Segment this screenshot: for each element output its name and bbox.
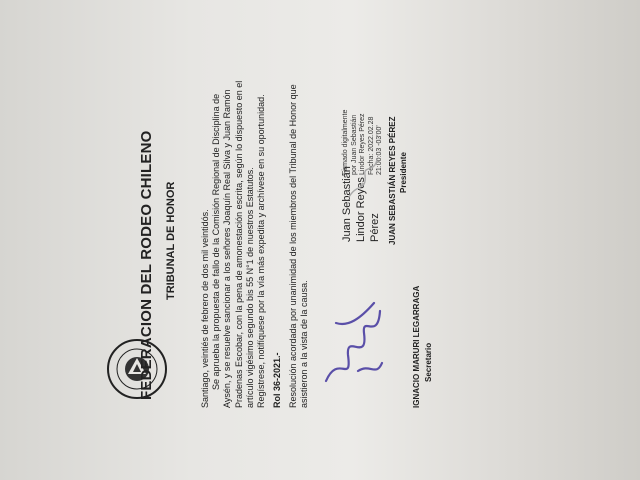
digital-signature-name: Juan Sebastián Lindor Reyes Pérez	[341, 166, 381, 242]
federation-seal-icon	[106, 338, 168, 400]
letter-body	[200, 78, 267, 408]
president-name: JUAN SEBASTIÁN REYES PÉREZ	[388, 116, 397, 245]
closing-line: Regístrese, notifíquese por la vía más expedita y archívese en su oportunidad.	[256, 94, 267, 408]
digital-signature-meta: Firmado digitalmente por Juan Sebastián Lindor Reyes Pérez Fecha: 2022.02.28 21:00:03 -03'00'	[342, 109, 384, 175]
ruling-paragraph: Se aprueba la propuesta de fallo de la Comisión Regional de Disciplina de Aysén, y se resuelve sancionar a los señores Joaquín Real Silva y Juan Ramón Pradenas Escobar, con la pena de amonestación escrita, según lo dispuesto en el artículo vigésimo segundo bis 55 N°1 de nuestros Estatutos.	[211, 80, 255, 408]
secretary-signature-icon	[318, 293, 388, 388]
tribunal-heading: TRIBUNAL DE HONOR	[165, 181, 177, 300]
president-role: Presidente	[399, 152, 408, 193]
case-number: Rol 36-2021.-	[272, 352, 282, 408]
paper-sheet	[50, 10, 610, 480]
secretary-name: IGNACIO MARURI LEGARRAGA	[412, 285, 421, 408]
president-signature-scribble-icon	[343, 153, 383, 203]
date-line: Santiago, veintiés de febrero de dos mil veintidós.	[200, 209, 210, 408]
organization-title: FEDERACION DEL RODEO CHILENO	[138, 130, 155, 400]
resolution-text: Resolución acordada por unanimidad de los miembros del Tribunal de Honor que asistieron a la vista de la causa.	[288, 84, 310, 408]
secretary-role: Secretario	[424, 342, 433, 382]
